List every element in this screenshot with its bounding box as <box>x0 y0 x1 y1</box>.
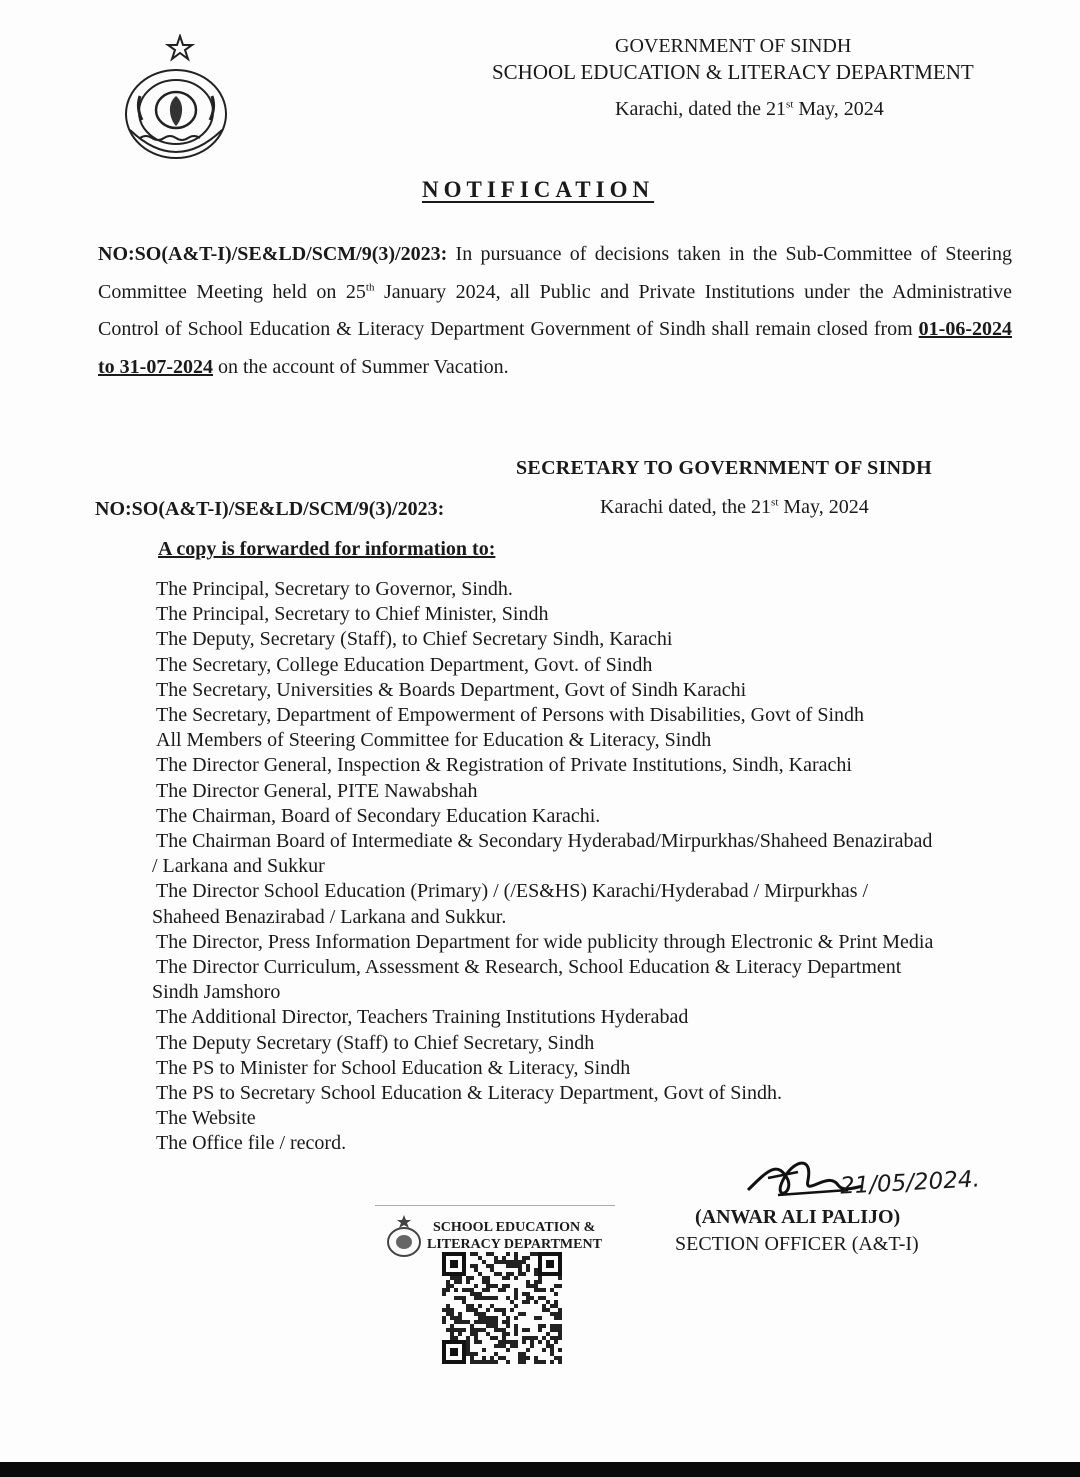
distribution-item-text: All Members of Steering Committee for Education & Literacy, Sindh <box>156 729 712 751</box>
secretary-line: SECRETARY TO GOVERNMENT OF SINDH <box>516 457 933 479</box>
header-date: Karachi, dated the 21st May, 2024 <box>615 98 884 120</box>
distribution-item-text: The Deputy Secretary (Staff) to Chief Secretary, Sindh <box>156 1032 595 1054</box>
distribution-item-text: The Director General, Inspection & Registration of Private Institutions, Sindh, Karachi <box>156 754 852 776</box>
stamp-divider <box>375 1205 615 1206</box>
distribution-item-text: The Director School Education (Primary) / (/ES&HS) Karachi/Hyderabad / Mirpurkhas / <box>156 880 869 902</box>
signatory-title: SECTION OFFICER (A&T-I) <box>675 1233 919 1255</box>
stamp-text-line2: LITERACY DEPARTMENT <box>427 1237 602 1252</box>
distribution-item-text: The Principal, Secretary to Governor, Sindh. <box>156 578 513 600</box>
bottom-edge-bar <box>0 1462 1080 1477</box>
signature-date: 21/05/2024. <box>839 1166 981 1200</box>
distribution-item-text: The Principal, Secretary to Chief Minister, Sindh <box>156 603 549 625</box>
vacation-period: 01-06-2024 to 31-07-2024 <box>98 318 1012 378</box>
distribution-item-text: The Director General, PITE Nawabshah <box>156 780 478 802</box>
copy-ref-date: Karachi dated, the 21st May, 2024 <box>600 496 869 518</box>
header-department: SCHOOL EDUCATION & LITERACY DEPARTMENT <box>492 60 974 84</box>
distribution-item-text: The Director, Press Information Department for wide publicity through Electronic & Print Media <box>156 931 934 953</box>
distribution-item-text: The Website <box>156 1107 256 1129</box>
distribution-item-text: The Director Curriculum, Assessment & Research, School Education & Literacy Department <box>156 956 902 978</box>
distribution-item-text: The PS to Minister for School Education & Literacy, Sindh <box>156 1057 631 1079</box>
copy-heading: A copy is forwarded for information to: <box>158 538 496 560</box>
government-seal-icon <box>118 34 234 162</box>
distribution-item-text: The PS to Secretary School Education & Literacy Department, Govt of Sindh. <box>156 1082 782 1104</box>
stamp-text-line1: SCHOOL EDUCATION & <box>433 1220 596 1235</box>
distribution-item-text: The Secretary, Universities & Boards Department, Govt of Sindh Karachi <box>156 679 747 701</box>
distribution-item-text: The Chairman Board of Intermediate & Secondary Hyderabad/Mirpurkhas/Shaheed Benazirabad <box>156 830 933 852</box>
distribution-item-text: The Chairman, Board of Secondary Education Karachi. <box>156 805 601 827</box>
copy-ref-number: NO:SO(A&T-I)/SE&LD/SCM/9(3)/2023: <box>95 498 445 520</box>
distribution-item-text: The Deputy, Secretary (Staff), to Chief Secretary Sindh, Karachi <box>156 628 673 650</box>
distribution-item-text: / Larkana and Sukkur <box>152 855 325 877</box>
notification-ref: NO:SO(A&T-I)/SE&LD/SCM/9(3)/2023: <box>98 243 448 265</box>
header-government: GOVERNMENT OF SINDH <box>615 35 852 57</box>
notification-body: NO:SO(A&T-I)/SE&LD/SCM/9(3)/2023: In pursuance of decisions taken in the Sub-Committee of Steering Committee Meeting held on 25th January 2024, all Public and Private Institutions under the Administrative Control of School Education & Literacy Department Government of Sindh shall remain closed from 01-06-2024 to 31-07-2024 on the account of Summer Vacation. <box>98 243 1012 378</box>
distribution-item-text: The Office file / record. <box>156 1132 347 1154</box>
qr-code-icon <box>442 1252 562 1364</box>
department-logo-icon <box>384 1214 424 1258</box>
distribution-item-text: The Secretary, Department of Empowerment of Persons with Disabilities, Govt of Sindh <box>156 704 864 726</box>
distribution-item-text: The Additional Director, Teachers Training Institutions Hyderabad <box>156 1006 689 1028</box>
distribution-item-text: Sindh Jamshoro <box>152 981 281 1003</box>
distribution-item-text: Shaheed Benazirabad / Larkana and Sukkur. <box>152 906 507 928</box>
distribution-item-text: The Secretary, College Education Department, Govt. of Sindh <box>156 654 653 676</box>
signatory-name: (ANWAR ALI PALIJO) <box>695 1206 901 1228</box>
notification-title: NOTIFICATION <box>422 177 655 202</box>
